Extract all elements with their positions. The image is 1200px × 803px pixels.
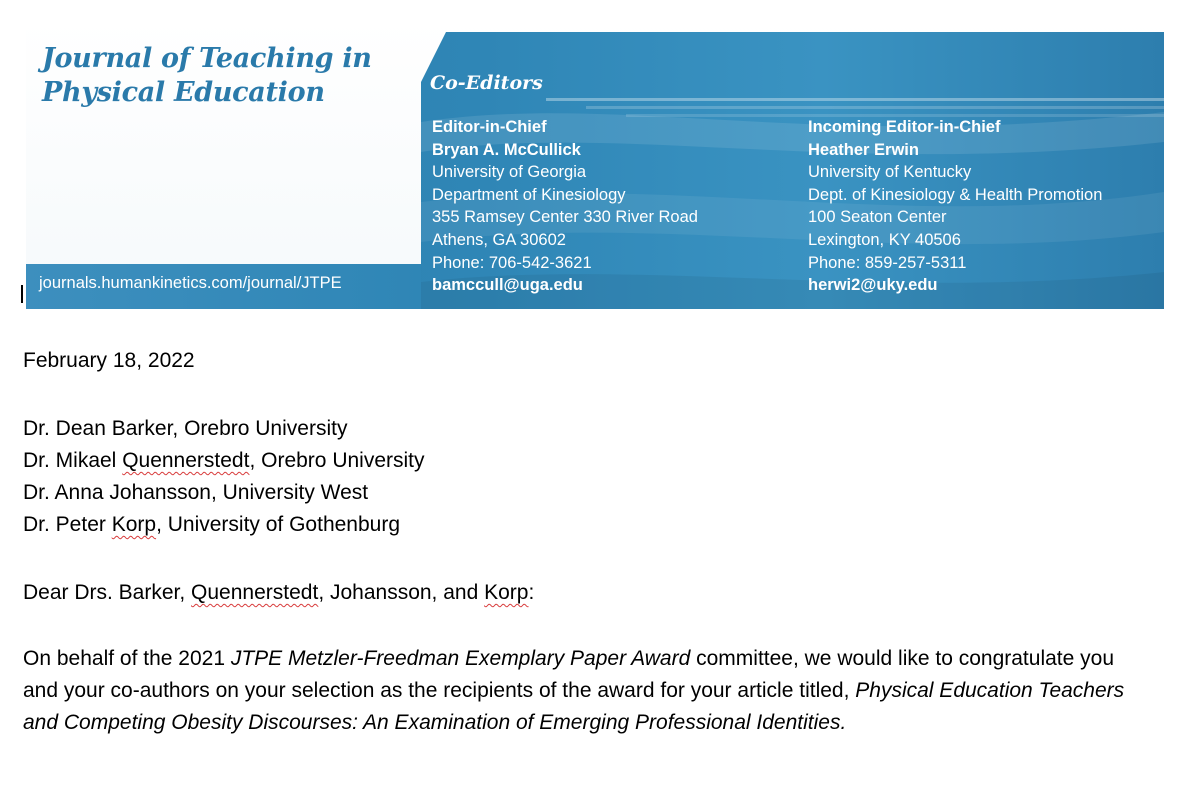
editor-address: 100 Seaton Center [808, 208, 947, 227]
spellcheck-flagged-word[interactable]: Korp [484, 581, 529, 604]
letter-date: February 18, 2022 [23, 349, 195, 372]
editor-institution: University of Georgia [432, 163, 587, 182]
editor-email: herwi2@uky.edu [808, 276, 938, 295]
recipient-text: Dr. Dean Barker [23, 417, 173, 440]
recipient-affiliation: , Orebro University [249, 449, 425, 472]
recipient-line [23, 413, 425, 445]
salutation-text: , Johansson, and [318, 581, 485, 604]
editor-department: Dept. of Kinesiology & Health Promotion [808, 185, 1103, 204]
editor-address: 355 Ramsey Center 330 River Road [432, 208, 698, 227]
salutation-text: Dear Drs. Barker, [23, 581, 192, 604]
journal-title-line1: Journal of Teaching in [42, 43, 372, 74]
recipient-affiliation: , Orebro University [172, 417, 348, 440]
editor-in-chief-block [432, 116, 698, 297]
editor-city: Lexington, KY 40506 [808, 230, 961, 249]
banner-stripe [546, 98, 1164, 101]
recipient-affiliation: , University West [210, 481, 369, 504]
award-name: JTPE Metzler-Freedman Exemplary Paper Award [230, 647, 691, 670]
editor-role: Incoming Editor-in-Chief [808, 118, 1001, 136]
spellcheck-flagged-word[interactable]: Korp [111, 513, 157, 536]
body-paragraph [23, 643, 1143, 739]
spellcheck-flagged-word[interactable]: Quennerstedt [191, 581, 319, 604]
recipient-line [23, 477, 425, 509]
editor-role: Editor-in-Chief [432, 118, 547, 136]
editor-phone: Phone: 859-257-5311 [808, 253, 967, 272]
journal-title [42, 42, 372, 110]
salutation [23, 577, 534, 609]
co-editors-label: Co-Editors [430, 72, 543, 94]
incoming-editor-block [808, 116, 1102, 297]
recipient-text: Dr. Anna Johansson [23, 481, 211, 504]
recipient-line [23, 445, 425, 477]
body-text: committee, we would like to congratulate you and your co-authors on your selection as the recipients of the award for your article titled, [23, 647, 1114, 702]
spellcheck-flagged-word[interactable]: Quennerstedt [122, 449, 250, 472]
journal-title-line2: Physical Education [42, 77, 325, 108]
editor-institution: University of Kentucky [808, 163, 972, 182]
body-text: On behalf of the 2021 [23, 647, 231, 670]
letterhead-banner [26, 20, 1164, 309]
recipient-text: Dr. Peter [23, 513, 112, 536]
editor-name: Heather Erwin [808, 140, 919, 159]
recipient-text: Dr. Mikael [23, 449, 123, 472]
journal-url: journals.humankinetics.com/journal/JTPE [39, 274, 342, 292]
editor-email: bamccull@uga.edu [432, 276, 583, 295]
recipient-line [23, 509, 425, 541]
article-title: Physical Education Teachers and Competing Obesity Discourses: An Examination of Emerging Professional Identities. [23, 679, 1125, 734]
editor-phone: Phone: 706-542-3621 [432, 253, 592, 272]
text-cursor [21, 285, 23, 303]
editor-city: Athens, GA 30602 [432, 230, 566, 249]
editor-department: Department of Kinesiology [432, 185, 626, 204]
recipient-list [23, 413, 425, 541]
salutation-text: : [528, 581, 535, 604]
banner-stripe [586, 106, 1164, 109]
editor-name: Bryan A. McCullick [432, 140, 581, 159]
recipient-affiliation: , University of Gothenburg [156, 513, 401, 536]
